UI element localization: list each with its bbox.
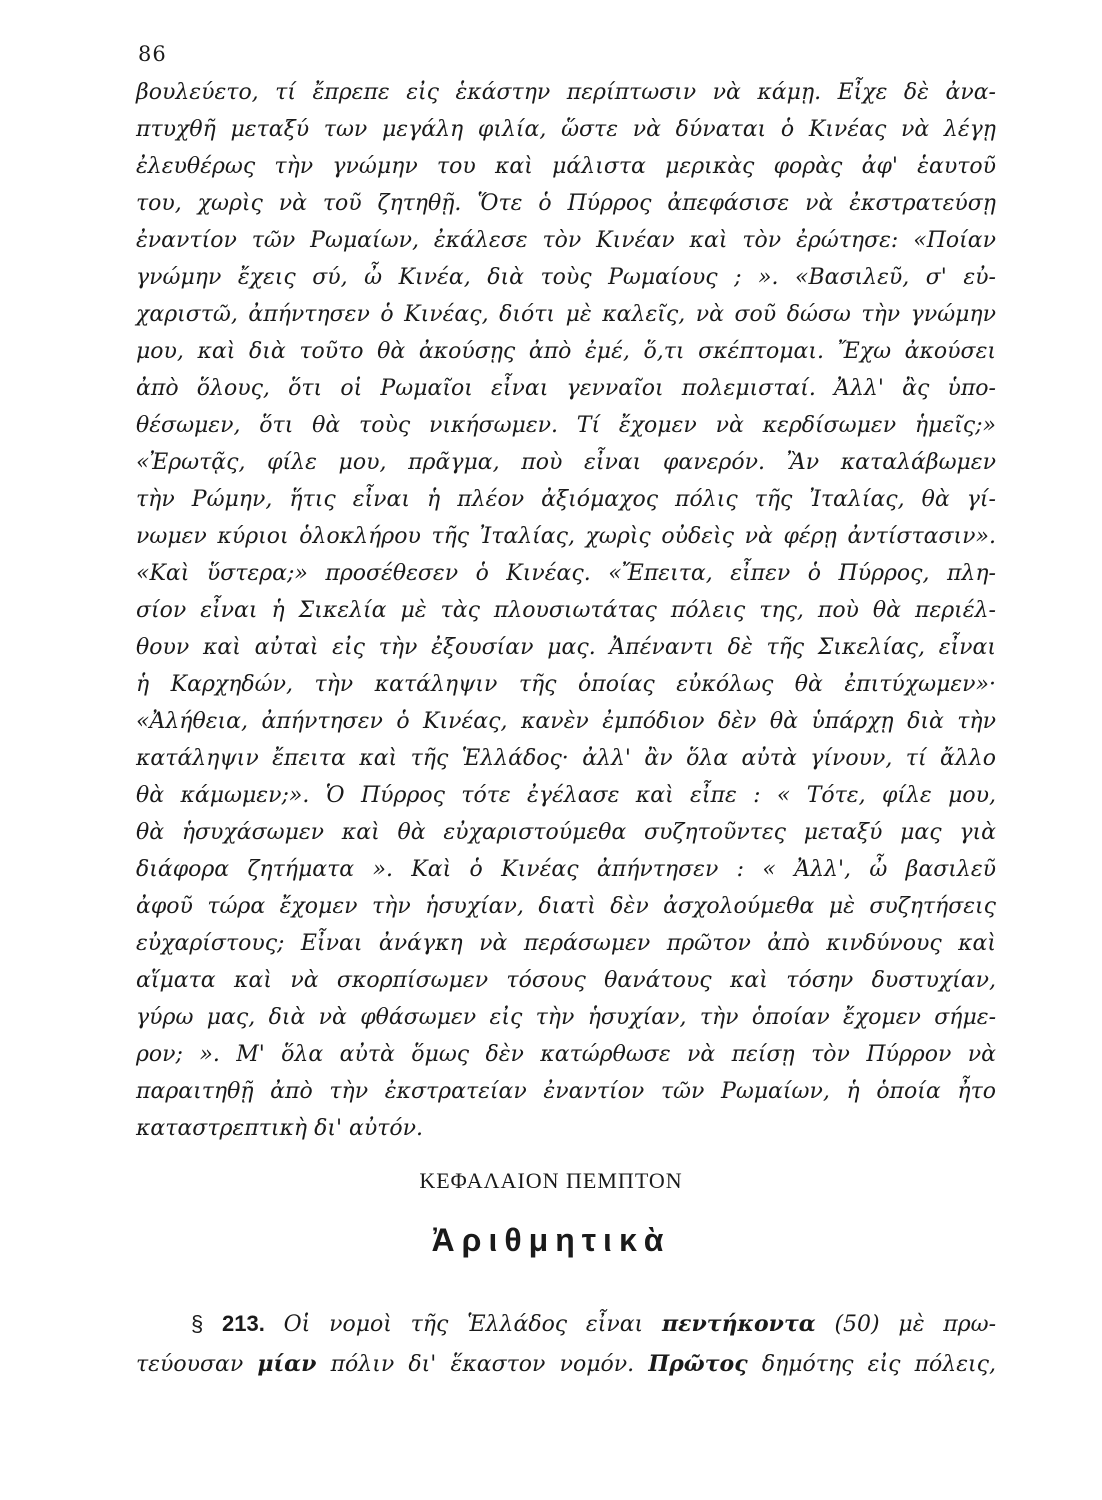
- section-sign: §: [191, 1311, 204, 1336]
- text-run: (50) μὲ πρω-: [834, 1312, 997, 1337]
- section-number: 213.: [222, 1311, 265, 1336]
- passage: [136, 74, 996, 1147]
- text-line: τὴν Ρώμην, ἥτις εἶναι ἡ πλέον ἀξιόμαχος πόλις τῆς Ἰταλίας, θὰ γί-: [136, 487, 996, 512]
- text-line: κατάληψιν ἔπειτα καὶ τῆς Ἑλλάδος· ἀλλ' ἂν ὅλα αὐτὰ γίνουν, τί ἄλλο: [136, 746, 996, 771]
- emphasis-text: μίαν: [257, 1351, 317, 1377]
- chapter-heading: ΚΕΦΑΛΑΙΟΝ ΠΕΜΠΤΟΝ: [419, 1168, 683, 1193]
- text-line: [136, 1304, 996, 1344]
- text-run: πόλιν δι' ἕκαστον νομόν.: [330, 1352, 635, 1377]
- emphasis-text: πεντήκοντα: [661, 1311, 816, 1337]
- text-line: πτυχθῆ μεταξύ των μεγάλη φιλία, ὥστε νὰ δύναται ὁ Κινέας νὰ λέγῃ: [136, 117, 996, 142]
- text-run: δημότης εἰς πόλεις,: [761, 1352, 996, 1377]
- text-line: παραιτηθῇ ἀπὸ τὴν ἐκστρατείαν ἐναντίον τῶν Ρωμαίων, ἡ ὁποία ἦτο: [136, 1079, 996, 1104]
- text-line: θὰ ἡσυχάσωμεν καὶ θὰ εὐχαριστούμεθα συζητοῦντες μεταξύ μας γιὰ: [136, 820, 996, 845]
- text-line: καταστρεπτικὴ δι' αὐτόν.: [136, 1116, 424, 1141]
- emphasis-text: Πρῶτος: [648, 1351, 748, 1377]
- text-line: «Ἐρωτᾷς, φίλε μου, πρᾶγμα, ποὺ εἶναι φανερόν. Ἂν καταλάβωμεν: [136, 450, 996, 475]
- section-title: Ἀριθμητικὰ: [431, 1222, 671, 1258]
- text-run: τεύουσαν: [136, 1352, 244, 1377]
- text-line: ἀπὸ ὅλους, ὅτι οἱ Ρωμαῖοι εἶναι γενναῖοι πολεμισταί. Ἀλλ' ἂς ὑπο-: [136, 376, 996, 401]
- page-number: 86: [138, 42, 167, 66]
- text-line: ἐλευθέρως τὴν γνώμην του καὶ μάλιστα μερικὰς φορὰς ἀφ' ἑαυτοῦ: [136, 154, 996, 179]
- text-line: ἐναντίον τῶν Ρωμαίων, ἐκάλεσε τὸν Κινέαν καὶ τὸν ἐρώτησε: «Ποίαν: [136, 228, 996, 253]
- text-line: θέσωμεν, ὅτι θὰ τοὺς νικήσωμεν. Τί ἔχομεν νὰ κερδίσωμεν ἡμεῖς;»: [136, 413, 996, 438]
- text-line: ἡ Καρχηδών, τὴν κατάληψιν τῆς ὁποίας εὐκόλως θὰ ἐπιτύχωμεν»·: [136, 672, 996, 697]
- text-line: θὰ κάμωμεν;». Ὁ Πύρρος τότε ἐγέλασε καὶ εἶπε : « Τότε, φίλε μου,: [136, 783, 996, 808]
- text-line: ρον; ». Μ' ὅλα αὐτὰ ὅμως δὲν κατώρθωσε νὰ πείσῃ τὸν Πύρρον νὰ: [136, 1042, 996, 1067]
- text-line: αἵματα καὶ νὰ σκορπίσωμεν τόσους θανάτους καὶ τόσην δυστυχίαν,: [136, 968, 996, 993]
- text-line: [136, 1344, 996, 1384]
- text-line: ἀφοῦ τώρα ἔχομεν τὴν ἡσυχίαν, διατὶ δὲν ἀσχολούμεθα μὲ συζητήσεις: [136, 894, 996, 919]
- text-line: γύρω μας, διὰ νὰ φθάσωμεν εἰς τὴν ἡσυχίαν, τὴν ὁποίαν ἔχομεν σήμε-: [136, 1005, 996, 1030]
- text-line: «Ἀλήθεια, ἀπήντησεν ὁ Κινέας, κανὲν ἐμπόδιον δὲν θὰ ὑπάρχῃ διὰ τὴν: [136, 709, 996, 734]
- text-line: μου, καὶ διὰ τοῦτο θὰ ἀκούσῃς ἀπὸ ἐμέ, ὅ,τι σκέπτομαι. Ἔχω ἀκούσει: [136, 339, 996, 364]
- text-line: χαριστῶ, ἀπήντησεν ὁ Κινέας, διότι μὲ καλεῖς, νὰ σοῦ δώσω τὴν γνώμην: [136, 302, 996, 327]
- text-line: σίον εἶναι ἡ Σικελία μὲ τὰς πλουσιωτάτας πόλεις της, ποὺ θὰ περιέλ-: [136, 598, 996, 623]
- text-line: «Καὶ ὕστερα;» προσέθεσεν ὁ Κινέας. «Ἔπειτα, εἶπεν ὁ Πύρρος, πλη-: [136, 561, 996, 586]
- paragraph-213: [136, 1304, 996, 1384]
- text-line: θουν καὶ αὐταὶ εἰς τὴν ἐξουσίαν μας. Ἀπέναντι δὲ τῆς Σικελίας, εἶναι: [136, 635, 996, 660]
- text-run: Οἱ νομοὶ τῆς Ἑλλάδος εἶναι: [283, 1312, 644, 1337]
- text-line: του, χωρὶς νὰ τοῦ ζητηθῇ. Ὅτε ὁ Πύρρος ἀπεφάσισε νὰ ἐκστρατεύσῃ: [136, 191, 996, 216]
- text-line: νωμεν κύριοι ὁλοκλήρου τῆς Ἰταλίας, χωρὶς οὐδεὶς νὰ φέρῃ ἀντίστασιν».: [136, 524, 996, 549]
- text-line: βουλεύετο, τί ἔπρεπε εἰς ἑκάστην περίπτωσιν νὰ κάμῃ. Εἶχε δὲ ἀνα-: [136, 80, 996, 105]
- text-line: διάφορα ζητήματα ». Καὶ ὁ Κινέας ἀπήντησεν : « Ἀλλ', ὦ βασιλεῦ: [136, 857, 996, 882]
- text-line: γνώμην ἔχεις σύ, ὦ Κινέα, διὰ τοὺς Ρωμαίους ; ». «Βασιλεῦ, σ' εὐ-: [136, 265, 996, 290]
- text-line: εὐχαρίστους; Εἶναι ἀνάγκη νὰ περάσωμεν πρῶτον ἀπὸ κινδύνους καὶ: [136, 931, 996, 956]
